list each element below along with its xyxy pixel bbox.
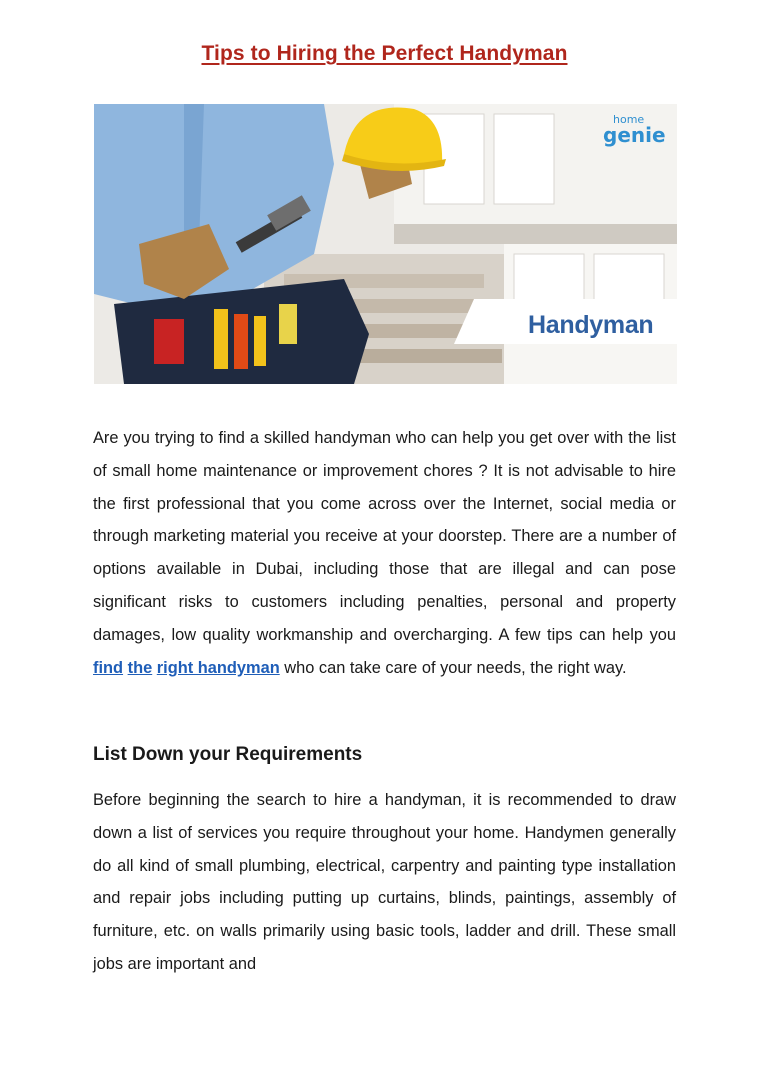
- intro-text-after-link: who can take care of your needs, the right way.: [279, 658, 627, 677]
- page-title: Tips to Hiring the Perfect Handyman: [201, 42, 568, 65]
- link-find[interactable]: find: [93, 658, 124, 677]
- logo-small-text: home: [613, 113, 645, 126]
- hero-image: [94, 104, 677, 384]
- hero-label: Handyman: [528, 311, 654, 339]
- logo-big-text: genie: [603, 123, 666, 147]
- link-the[interactable]: the: [127, 658, 153, 677]
- link-right-handyman[interactable]: right handyman: [156, 658, 280, 677]
- handyman-illustration: [94, 104, 677, 384]
- intro-paragraph: [93, 422, 676, 684]
- section-heading-requirements: List Down your Requirements: [93, 744, 363, 765]
- brand-logo: [593, 114, 665, 145]
- requirements-paragraph: Before beginning the search to hire a handyman, it is recommended to draw down a list of services you require throughout your home. Handymen generally do all kind of small plumbing, electrical, carpentry and painting type installation and repair jobs including putting up curtains, blinds, paintings, assembly of furniture, etc. on walls primarily using basic tools, ladder and drill. These small jobs are important and: [93, 791, 676, 973]
- intro-text-before-link: Are you trying to find a skilled handyman who can help you get over with the list of small home maintenance or improvement chores ? It is not advisable to hire the first professional that you come across over the Internet, social media or through marketing material you receive at your doorstep. There are a number of options available in Dubai, including those that are illegal and can pose significant risks to customers including penalties, personal and property damages, low quality workmanship and overcharging. A few tips can help you: [93, 429, 676, 644]
